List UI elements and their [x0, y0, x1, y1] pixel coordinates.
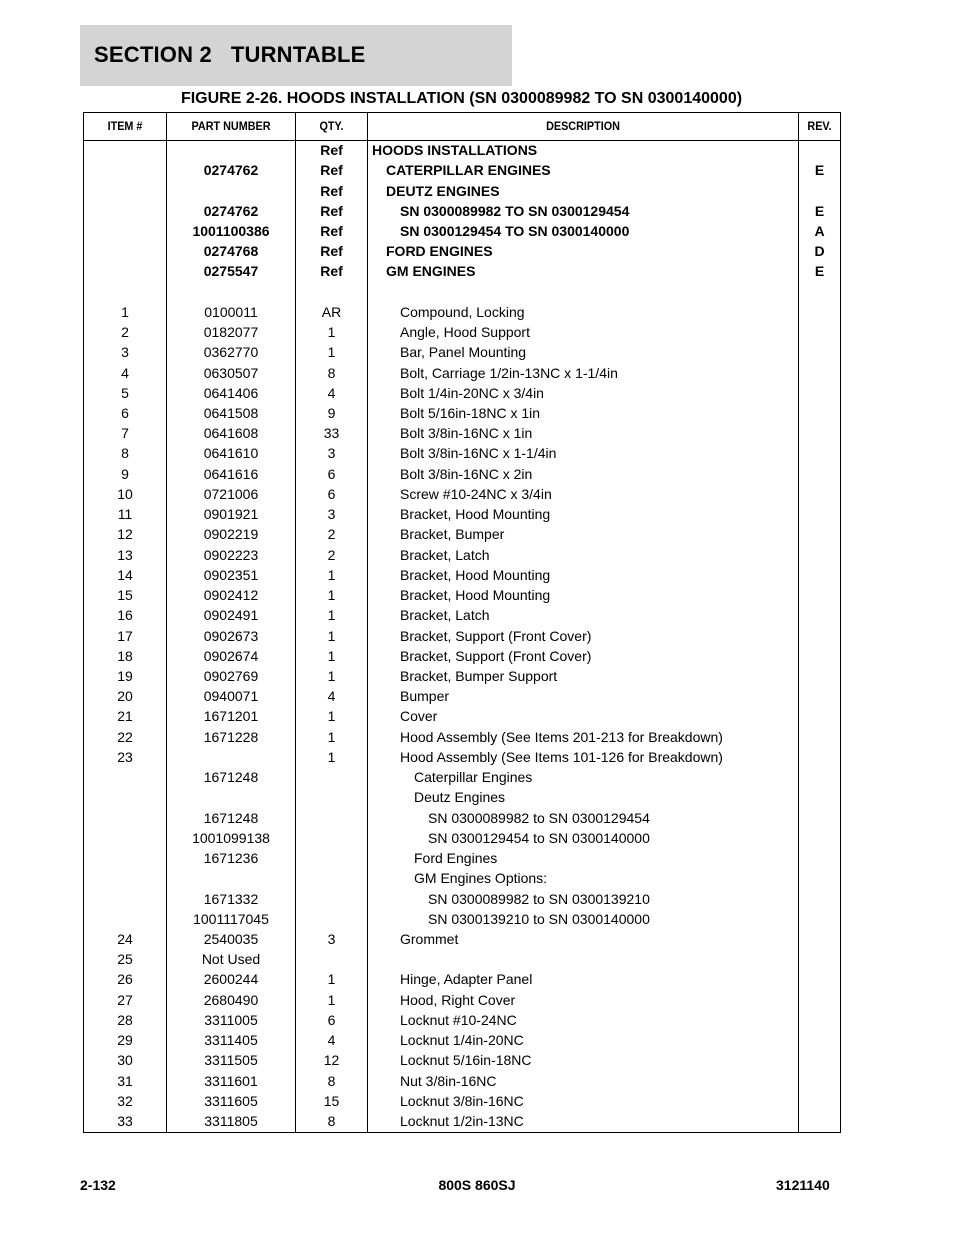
quantity: Ref [320, 202, 343, 219]
revision: E [814, 162, 825, 179]
part-number: 0275547 [203, 263, 259, 280]
table-row [84, 322, 840, 342]
description: Bracket, Bumper Support [400, 668, 558, 684]
part-number: 1671248 [203, 769, 259, 786]
quantity: 3 [327, 506, 336, 523]
column-header-item: ITEM # [107, 119, 143, 133]
quantity: 8 [327, 1113, 336, 1129]
item-number: 18 [117, 647, 133, 664]
table-row [84, 585, 840, 605]
table-row [84, 889, 840, 909]
item-number: 16 [117, 607, 133, 624]
item-number: 2 [121, 324, 129, 341]
part-number: 3311805 [204, 1113, 258, 1129]
table-row [84, 302, 840, 322]
quantity: 1 [327, 708, 336, 725]
item-number: 14 [117, 566, 133, 583]
quantity: 2 [327, 526, 336, 543]
item-number: 32 [117, 1092, 133, 1109]
description: Locknut 5/16in-18NC [400, 1052, 532, 1069]
part-number: 1671236 [203, 850, 259, 867]
description: HOODS INSTALLATIONS [372, 142, 538, 158]
table-row [84, 160, 840, 180]
part-number: 0630507 [203, 364, 259, 381]
description: SN 0300129454 TO SN 0300140000 [400, 222, 630, 239]
item-number: 9 [121, 465, 129, 482]
quantity: 1 [327, 566, 336, 583]
description: SN 0300089982 to SN 0300129454 [428, 809, 650, 826]
quantity: 2 [327, 546, 336, 563]
revision: E [814, 263, 825, 280]
quantity: 6 [327, 485, 336, 502]
part-number: 0641616 [203, 465, 259, 482]
item-number: 6 [121, 405, 129, 421]
quantity: 1 [327, 607, 336, 624]
description: Bracket, Hood Mounting [400, 506, 551, 523]
table-row [84, 504, 840, 524]
table-row [84, 727, 840, 747]
quantity: Ref [320, 182, 343, 199]
section-banner [80, 25, 512, 86]
part-number: 0902491 [203, 607, 259, 624]
part-number: 0940071 [203, 688, 259, 705]
part-number: 0641608 [203, 425, 259, 442]
table-row [84, 1030, 840, 1050]
description: Locknut #10-24NC [400, 1011, 517, 1028]
part-number: 0274762 [203, 162, 259, 179]
description: Locknut 1/4in-20NC [400, 1032, 524, 1049]
table-row [84, 464, 840, 484]
quantity: 1 [327, 728, 336, 745]
quantity: 3 [327, 931, 336, 947]
table-row [84, 1091, 840, 1111]
description: Nut 3/8in-16NC [400, 1072, 497, 1089]
table-row [84, 443, 840, 463]
part-number: 2600244 [203, 971, 259, 988]
part-number: 3311601 [204, 1072, 258, 1089]
description: Bracket, Latch [400, 607, 490, 624]
table-row [84, 969, 840, 989]
description: SN 0300129454 to SN 0300140000 [428, 829, 650, 846]
part-number: 0902351 [203, 566, 259, 583]
item-number: 25 [117, 951, 133, 968]
part-number: 0362770 [203, 344, 259, 361]
description: Ford Engines [414, 850, 498, 867]
description: Bolt 3/8in-16NC x 1in [400, 425, 533, 442]
description: Bracket, Latch [400, 546, 490, 563]
description: Hood Assembly (See Items 101-126 for Breakdown) [400, 748, 723, 765]
quantity: 33 [323, 425, 340, 442]
table-row [84, 1111, 840, 1131]
description: Screw #10-24NC x 3/4in [400, 485, 552, 502]
description: Bracket, Support (Front Cover) [400, 647, 592, 664]
description: Angle, Hood Support [400, 324, 530, 341]
table-row [84, 848, 840, 868]
item-number: 4 [121, 364, 129, 381]
table-row [84, 868, 840, 888]
description: Deutz Engines [414, 789, 506, 806]
description: SN 0300089982 to SN 0300139210 [428, 890, 650, 907]
revision: E [814, 202, 825, 219]
part-number: 1671201 [203, 708, 259, 725]
description: Bolt 1/4in-20NC x 3/4in [400, 384, 544, 401]
column-header-rev: REV. [807, 119, 832, 133]
table-row [84, 545, 840, 565]
revision: A [814, 222, 825, 239]
item-number: 24 [117, 931, 133, 947]
quantity: 15 [323, 1092, 340, 1109]
part-number: 0902673 [203, 627, 259, 644]
table-row [84, 1050, 840, 1070]
part-number: 3311505 [204, 1052, 258, 1069]
part-number: 2680490 [203, 991, 259, 1008]
item-number: 1 [121, 303, 129, 320]
quantity: 1 [327, 971, 336, 988]
item-number: 26 [117, 971, 133, 988]
item-number: 21 [117, 708, 133, 725]
quantity: 1 [327, 647, 336, 664]
part-number: 0902674 [203, 647, 259, 664]
table-row [84, 990, 840, 1010]
quantity: 1 [327, 668, 336, 684]
table-row [84, 747, 840, 767]
item-number: 7 [121, 425, 129, 442]
item-number: 29 [117, 1032, 133, 1049]
description: CATERPILLAR ENGINES [386, 162, 551, 179]
part-number: 1001100386 [192, 222, 270, 239]
description: Locknut 3/8in-16NC [400, 1092, 524, 1109]
quantity: 1 [327, 324, 336, 341]
part-number: 1001117045 [193, 910, 269, 927]
item-number: 28 [117, 1011, 133, 1028]
page-number: 2-132 [80, 1177, 116, 1193]
description: Caterpillar Engines [414, 769, 533, 786]
part-number: 0641508 [203, 405, 259, 421]
table-row [84, 929, 840, 949]
quantity: 12 [323, 1052, 340, 1069]
part-number: 0721006 [203, 485, 259, 502]
part-number: 0274768 [203, 243, 259, 260]
description: DEUTZ ENGINES [386, 182, 500, 199]
part-number: 0641610 [203, 445, 259, 462]
table-row [84, 626, 840, 646]
table-row [84, 221, 840, 241]
table-row [84, 201, 840, 221]
item-number: 12 [117, 526, 133, 543]
description: Bar, Panel Mounting [400, 344, 527, 361]
part-number: 1001099138 [192, 829, 270, 846]
description: Bracket, Hood Mounting [400, 587, 551, 604]
part-number: 1671332 [203, 890, 259, 907]
item-number: 31 [117, 1072, 133, 1089]
quantity: 4 [327, 384, 336, 401]
table-row [84, 808, 840, 828]
table-row [84, 1010, 840, 1030]
description: Locknut 1/2in-13NC [400, 1113, 524, 1129]
description: Cover [400, 708, 438, 725]
column-header-part-number: PART NUMBER [191, 119, 271, 133]
quantity: 9 [327, 405, 336, 421]
item-number: 22 [117, 728, 133, 745]
part-number: 0902223 [203, 546, 259, 563]
item-number: 11 [117, 506, 133, 523]
part-number: 3311005 [204, 1011, 258, 1028]
description: Bolt 5/16in-18NC x 1in [400, 405, 541, 421]
quantity: 4 [327, 1032, 336, 1049]
description: Bracket, Hood Mounting [400, 566, 551, 583]
quantity: Ref [320, 162, 343, 179]
table-row [84, 484, 840, 504]
item-number: 5 [121, 384, 129, 401]
part-number: 1671228 [203, 728, 259, 745]
table-row [84, 181, 840, 201]
part-number: 0182077 [203, 324, 259, 341]
column-header-description: DESCRIPTION [546, 119, 620, 133]
quantity: 1 [327, 344, 336, 361]
item-number: 8 [121, 445, 129, 462]
quantity: 3 [327, 445, 336, 462]
description: Bolt, Carriage 1/2in-13NC x 1-1/4in [400, 364, 618, 381]
part-number: 3311405 [204, 1032, 258, 1049]
part-number: 3311605 [204, 1092, 258, 1109]
quantity: 1 [327, 587, 336, 604]
table-row [84, 524, 840, 544]
description: Hinge, Adapter Panel [400, 971, 533, 988]
table-row [84, 241, 840, 261]
description: Bracket, Support (Front Cover) [400, 627, 592, 644]
table-row [84, 605, 840, 625]
quantity: 8 [327, 1072, 336, 1089]
quantity: AR [321, 303, 342, 320]
quantity: Ref [320, 243, 343, 260]
table-row [84, 565, 840, 585]
part-number: 2540035 [203, 931, 259, 947]
part-number: 0902219 [203, 526, 259, 543]
revision: D [814, 243, 825, 260]
description: Bolt 3/8in-16NC x 2in [400, 465, 533, 482]
description: Hood Assembly (See Items 201-213 for Breakdown) [400, 728, 723, 745]
table-row [84, 363, 840, 383]
parts-table [83, 112, 841, 1133]
part-number: 0641406 [203, 384, 259, 401]
part-number: 0274762 [203, 202, 259, 219]
table-row [84, 949, 840, 969]
description: SN 0300139210 to SN 0300140000 [428, 910, 650, 927]
table-row [84, 828, 840, 848]
part-number: 0902412 [203, 587, 259, 604]
quantity: 6 [327, 465, 336, 482]
item-number: 13 [117, 546, 133, 563]
quantity: 6 [327, 1011, 336, 1028]
table-row [84, 686, 840, 706]
quantity: 1 [327, 748, 336, 765]
model-number: 800S 860SJ [438, 1177, 516, 1193]
part-number: 0901921 [203, 506, 259, 523]
description: GM ENGINES [386, 263, 476, 280]
quantity: 1 [327, 627, 336, 644]
quantity: 1 [327, 991, 336, 1008]
quantity: Ref [320, 222, 343, 239]
part-number: 0902769 [203, 668, 259, 684]
item-number: 17 [117, 627, 133, 644]
table-row [84, 383, 840, 403]
description: Bolt 3/8in-16NC x 1-1/4in [400, 445, 557, 462]
part-number: 0100011 [204, 303, 258, 320]
description: Bumper [400, 688, 450, 705]
quantity: 4 [327, 688, 336, 705]
quantity: Ref [320, 142, 343, 158]
item-number: 30 [117, 1052, 133, 1069]
table-row [84, 140, 840, 160]
part-number: Not Used [201, 951, 261, 968]
item-number: 20 [117, 688, 133, 705]
part-number: 1671248 [203, 809, 259, 826]
table-row [84, 767, 840, 787]
table-row [84, 423, 840, 443]
table-row [84, 403, 840, 423]
item-number: 19 [117, 668, 133, 684]
description: GM Engines Options: [414, 870, 548, 887]
item-number: 27 [117, 991, 133, 1008]
quantity: 8 [327, 364, 336, 381]
table-row [84, 282, 840, 302]
table-row [84, 342, 840, 362]
table-row [84, 261, 840, 281]
item-number: 15 [117, 587, 133, 604]
description: Hood, Right Cover [400, 991, 516, 1008]
table-row [84, 666, 840, 686]
table-row [84, 646, 840, 666]
figure-title: FIGURE 2-26. HOODS INSTALLATION (SN 0300089982 TO SN 0300140000) [180, 90, 743, 107]
section-title: SECTION 2 TURNTABLE [94, 42, 366, 67]
quantity: Ref [320, 263, 343, 280]
item-number: 10 [117, 485, 133, 502]
description: SN 0300089982 TO SN 0300129454 [400, 202, 630, 219]
description: FORD ENGINES [386, 243, 493, 260]
item-number: 3 [121, 344, 129, 361]
column-header-qty: QTY. [319, 119, 344, 133]
description: Grommet [400, 931, 459, 947]
item-number: 23 [117, 748, 133, 765]
description: Bracket, Bumper [400, 526, 505, 543]
table-row [84, 706, 840, 726]
table-row [84, 909, 840, 929]
table-row [84, 1071, 840, 1091]
item-number: 33 [117, 1113, 133, 1129]
description: Compound, Locking [400, 303, 525, 320]
table-row [84, 787, 840, 807]
document-number: 3121140 [776, 1177, 830, 1193]
